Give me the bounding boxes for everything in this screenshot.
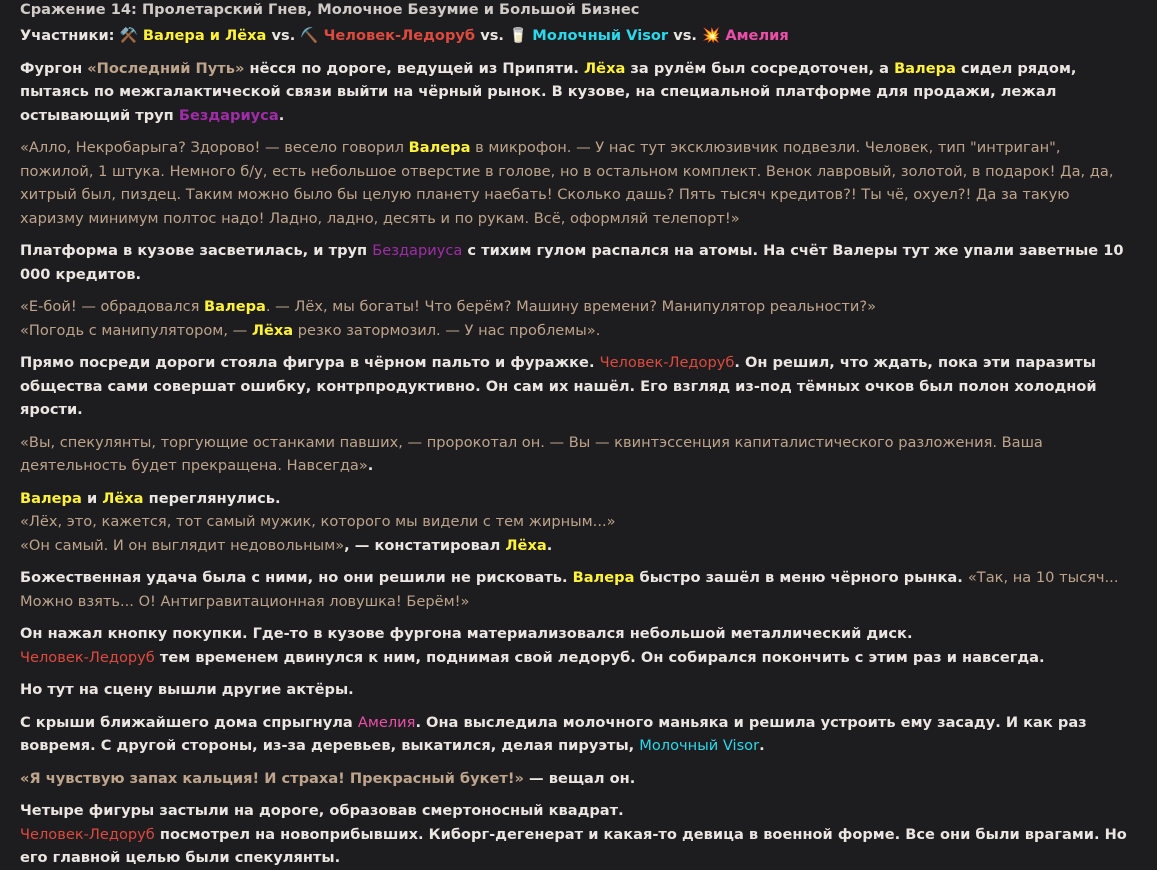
text: нёсся по дороге, ведущей из Припяти. bbox=[244, 59, 585, 77]
name-ledorub: Человек-Ледоруб bbox=[20, 648, 155, 666]
milk-icon: 🥛 bbox=[509, 27, 528, 44]
text: сидел рядом, пытаясь по межгалактической связи выйти на чёрный рынок. В кузове, на специальной платформе для продажи, лежал остывающий труп bbox=[20, 59, 1077, 124]
name-bezdarius: Бездариуса bbox=[372, 242, 463, 259]
dialogue-line: «Лёх, это, кажется, тот самый мужик, которого мы видели с тем жирным...» bbox=[20, 513, 616, 530]
vs-label: vs. bbox=[271, 27, 296, 44]
narration-line bbox=[20, 646, 1137, 670]
name-valera: Валера bbox=[408, 139, 471, 156]
narration-line bbox=[20, 487, 1137, 511]
text: . bbox=[278, 106, 285, 124]
text: — вещал он. bbox=[523, 769, 636, 787]
text: . Он решил, что ждать, пока эти паразиты общества сами совершат ошибку, контрпродуктивно. Он сам их нашёл. Его взгляд из-под тёмных очков был полон холодной ярости. bbox=[20, 354, 1097, 418]
name-valera: Валера bbox=[20, 489, 82, 507]
pick-icon: ⛏️ bbox=[300, 27, 319, 44]
narration-line: Четыре фигуры застыли на дороге, образовав смертоносный квадрат. bbox=[20, 802, 624, 819]
text: . bbox=[367, 457, 374, 474]
text: «Так, на 10 тысяч... Можно взять... О! Антигравитационная ловушка! Берём!» bbox=[20, 569, 1119, 610]
text: . bbox=[759, 737, 765, 754]
participant-valera-lyokha: Валера и Лёха bbox=[142, 27, 267, 44]
participant-ledorub: Человек-Ледоруб bbox=[323, 27, 476, 44]
narration-line bbox=[20, 823, 1137, 870]
text: Платформа в кузове засветилась, и труп bbox=[20, 242, 373, 259]
text: Прямо посреди дороги стояла фигура в чёрном пальто и фуражке. bbox=[20, 354, 600, 371]
paragraph-10: Но тут на сцену вышли другие актёры. bbox=[20, 681, 354, 698]
name-lyokha: Лёха bbox=[584, 59, 626, 77]
text: . — Лёх, мы богаты! Что берём? Машину времени? Манипулятор реальности?» bbox=[265, 298, 877, 315]
hammer-pick-icon: ⚒️ bbox=[119, 27, 138, 44]
text: , — констатировал bbox=[344, 536, 506, 554]
name-lyokha: Лёха bbox=[251, 321, 294, 339]
paragraph-9 bbox=[20, 622, 1137, 669]
text: . bbox=[546, 536, 553, 554]
paragraph-8 bbox=[20, 566, 1137, 613]
text: за рулём был сосредоточен, а bbox=[625, 59, 895, 77]
dialogue-line bbox=[20, 534, 1137, 558]
paragraph-3 bbox=[20, 239, 1137, 286]
dialogue-line bbox=[20, 319, 1137, 343]
dialogue-line bbox=[20, 295, 1137, 319]
van-name: «Последний Путь» bbox=[87, 59, 245, 77]
name-valera: Валера bbox=[894, 59, 956, 77]
paragraph-12 bbox=[20, 767, 1137, 791]
text: быстро зашёл в меню чёрного рынка. bbox=[634, 569, 968, 586]
text: Божественная удача была с ними, но они решили не рисковать. bbox=[20, 569, 573, 586]
text: . Она выследила молочного маньяка и решила устроить ему засаду. И как раз вовремя. С другой стороны, из-за деревьев, выкатился, делая пируэты, bbox=[20, 713, 1087, 754]
participants-line bbox=[20, 24, 1137, 48]
participant-amelia: Амелия bbox=[725, 27, 789, 44]
name-valera: Валера bbox=[204, 298, 266, 315]
text: посмотрел на новоприбывших. Киборг-дегенерат и какая-то девица в военной форме. Все они были врагами. Но его главной целью были спекулянты. bbox=[20, 825, 1127, 866]
text: переглянулись. bbox=[143, 489, 281, 507]
vs-label: vs. bbox=[480, 27, 504, 44]
participant-visor: Молочный Visor bbox=[532, 27, 669, 44]
text: и bbox=[81, 489, 103, 507]
narration-line: Он нажал кнопку покупки. Где-то в кузове фургона материализовался небольшой металлический диск. bbox=[20, 625, 913, 642]
text: С крыши ближайшего дома спрыгнула bbox=[20, 713, 358, 731]
battle-title: Сражение 14: Пролетарский Гнев, Молочное Безумие и Большой Бизнес bbox=[20, 1, 640, 18]
name-ledorub: Человек-Ледоруб bbox=[599, 354, 735, 371]
participants-label: Участники: bbox=[20, 27, 115, 44]
paragraph-4 bbox=[20, 295, 1137, 342]
paragraph-6 bbox=[20, 431, 1137, 478]
text: «Е-бой! — обрадовался bbox=[20, 298, 205, 315]
vs-label: vs. bbox=[673, 27, 697, 44]
name-ledorub: Человек-Ледоруб bbox=[20, 825, 155, 843]
text: с тихим гулом распался на атомы. На счёт Валеры тут же упали заветные 10 000 кредитов. bbox=[20, 242, 1124, 283]
paragraph-7 bbox=[20, 487, 1137, 558]
text: Фургон bbox=[20, 59, 88, 77]
text: «Я чувствую запах кальция! И страха! Прекрасный букет!» bbox=[20, 769, 524, 787]
text: тем временем двинулся к ним, поднимая свой ледоруб. Он собирался покончить с этим раз и навсегда. bbox=[154, 648, 1045, 666]
text: «Погодь с манипулятором, — bbox=[20, 321, 252, 339]
name-valera: Валера bbox=[572, 569, 635, 586]
paragraph-1 bbox=[20, 57, 1137, 128]
name-lyokha: Лёха bbox=[102, 489, 144, 507]
explosion-icon: 💥 bbox=[702, 27, 721, 44]
name-bezdarius: Бездариуса bbox=[178, 106, 279, 124]
text: «Алло, Некробарыга? Здорово! — весело говорил bbox=[20, 139, 409, 156]
text: «Он самый. И он выглядит недовольным» bbox=[20, 536, 345, 554]
text: резко затормозил. — У нас проблемы». bbox=[293, 321, 601, 339]
paragraph-13 bbox=[20, 799, 1137, 870]
name-lyokha: Лёха bbox=[505, 536, 547, 554]
name-amelia: Амелия bbox=[357, 713, 416, 731]
paragraph-5 bbox=[20, 351, 1137, 422]
paragraph-2 bbox=[20, 136, 1137, 230]
name-visor: Молочный Visor bbox=[639, 737, 760, 754]
text: «Вы, спекулянты, торгующие останками павших, — пророкотал он. — Вы — квинтэссенция капиталистического разложения. Ваша деятельность будет прекращена. Навсегда» bbox=[20, 433, 1043, 474]
paragraph-11 bbox=[20, 711, 1137, 758]
text: в микрофон. — У нас тут эксклюзивчик подвезли. Человек, тип "интриган", пожилой, 1 штука. Немного б/у, есть небольшое отверстие в голове, но в остальном комплект. Венок лавровый, золотой, в подарок! Да, да, хитрый был, пиздец. Таким можно было бы целую планету наебать! Сколько дашь? Пять тысяч кредитов?! Ты чё, охуел?! Да за такую харизму минимум полтос надо! Ладно, ладно, десять и по рукам. Всё, оформляй телепорт!» bbox=[20, 139, 1114, 227]
